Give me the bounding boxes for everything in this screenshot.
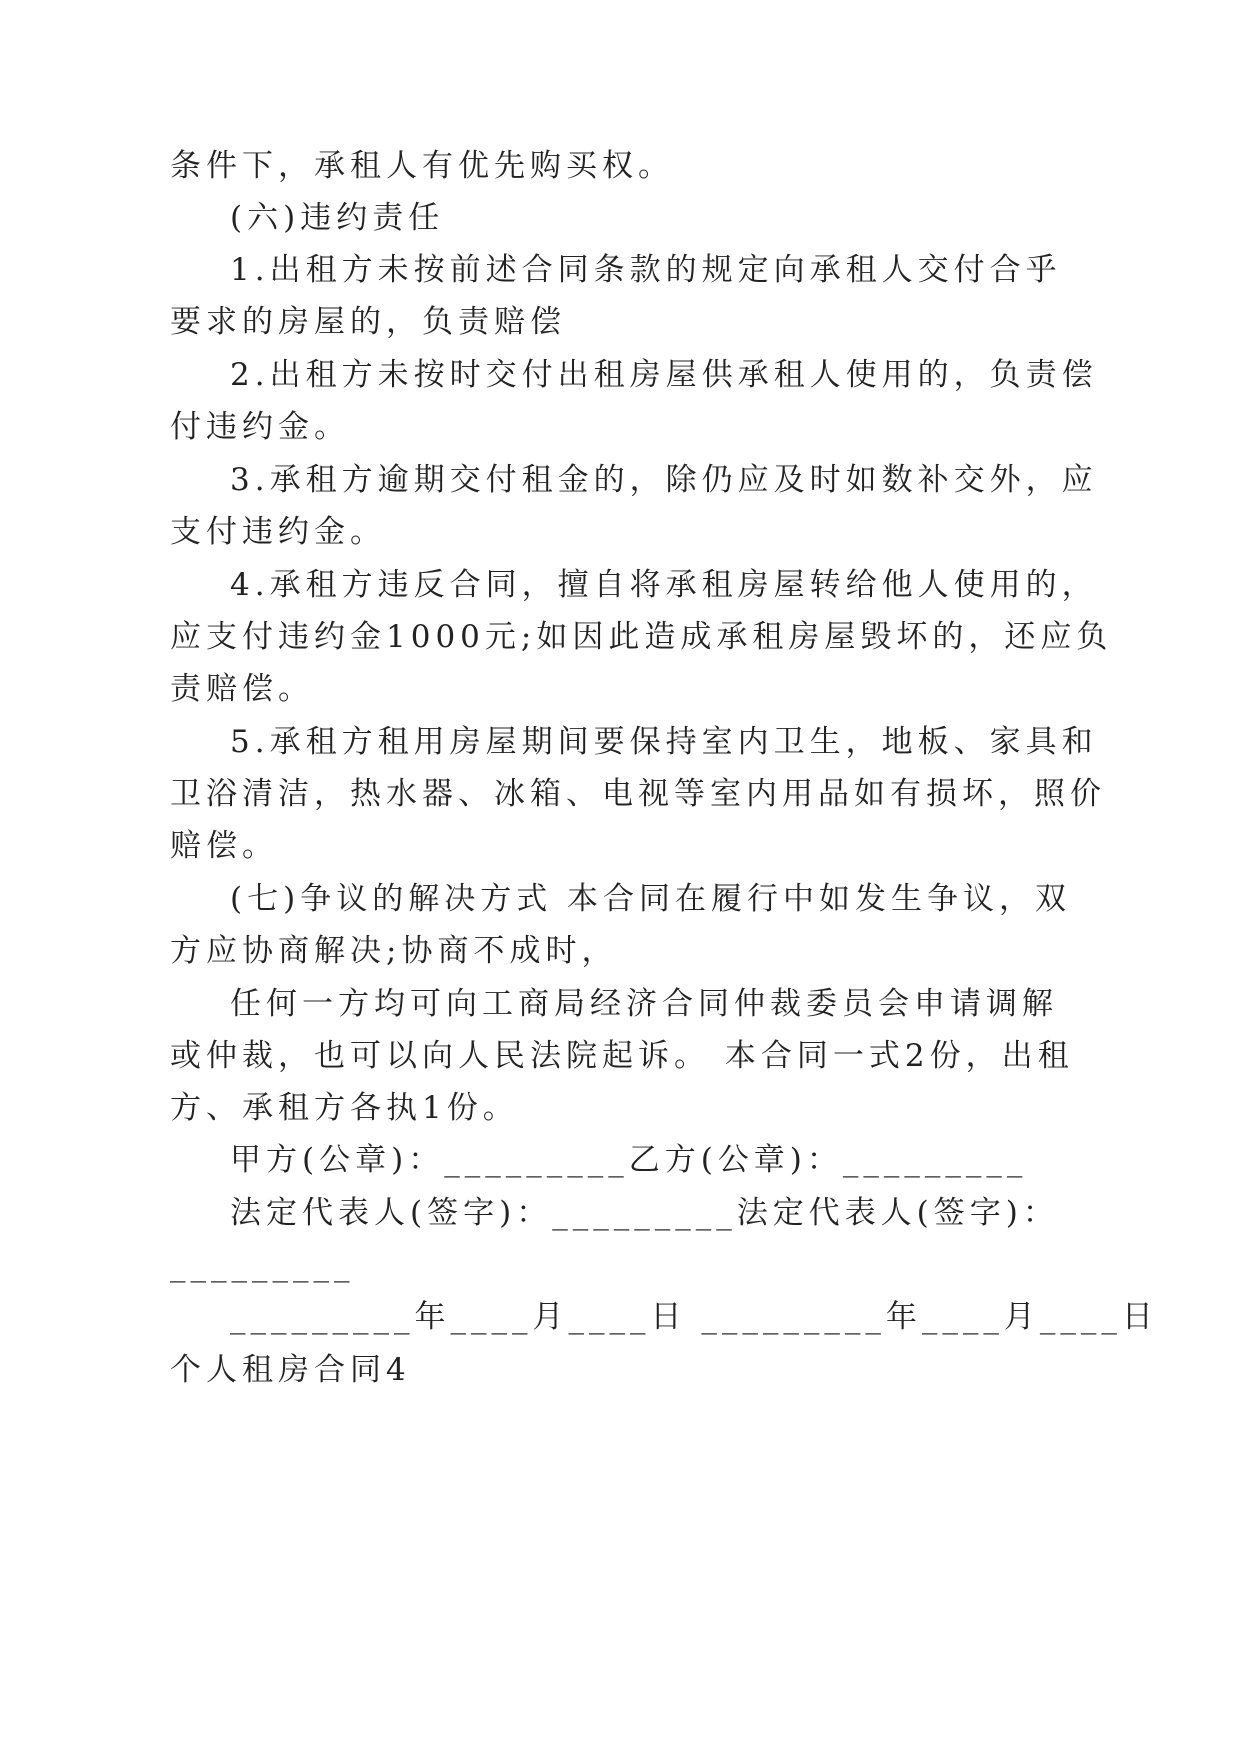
text-line: 或仲裁，也可以向人民法院起诉。 本合同一式2份，出租 <box>170 1038 1074 1074</box>
text-line: 应支付违约金1000元;如因此造成承租房屋毁坏的，还应负 <box>170 619 1113 655</box>
text-line: 2.出租方未按时交付出租房屋供承租人使用的，负责偿 <box>230 357 1098 393</box>
signature-blank: _________ <box>170 1247 355 1283</box>
text-line: 5.承租方租用房屋期间要保持室内卫生，地板、家具和 <box>230 724 1098 760</box>
text-line: 方应协商解决;协商不成时， <box>170 933 618 969</box>
text-line: 赔偿。 <box>170 828 278 864</box>
text-line: 3.承租方逾期交付租金的，除仍应及时如数补交外，应 <box>230 462 1098 498</box>
section-heading: (七)争议的解决方式 本合同在履行中如发生争议，双 <box>230 881 1072 917</box>
signature-line: 甲方(公章)：_________乙方(公章)：_________ <box>230 1142 1028 1178</box>
text-line: 4.承租方违反合同，擅自将承租房屋转给他人使用的， <box>230 567 1098 603</box>
text-line: 方、承租方各执1份。 <box>170 1090 519 1126</box>
text-line: 1.出租方未按前述合同条款的规定向承租人交付合乎 <box>230 252 1062 288</box>
text-line: 任何一方均可向工商局经济合同仲裁委员会申请调解 <box>230 986 1058 1022</box>
section-title: 个人租房合同4 <box>170 1352 411 1388</box>
text-line: 要求的房屋的，负责赔偿 <box>170 304 566 340</box>
date-line: _________年____月____日 _________年____月____日 <box>230 1299 1158 1335</box>
text-line: 支付违约金。 <box>170 514 386 550</box>
text-line: 付违约金。 <box>170 409 350 445</box>
text-line: 条件下，承租人有优先购买权。 <box>170 148 674 184</box>
text-line: 卫浴清洁，热水器、冰箱、电视等室内用品如有损坏，照价 <box>170 776 1106 812</box>
text-line: 责赔偿。 <box>170 671 314 707</box>
signature-line: 法定代表人(签字)：_________法定代表人(签字)： <box>230 1195 1059 1231</box>
section-heading: (六)违约责任 <box>230 200 445 236</box>
